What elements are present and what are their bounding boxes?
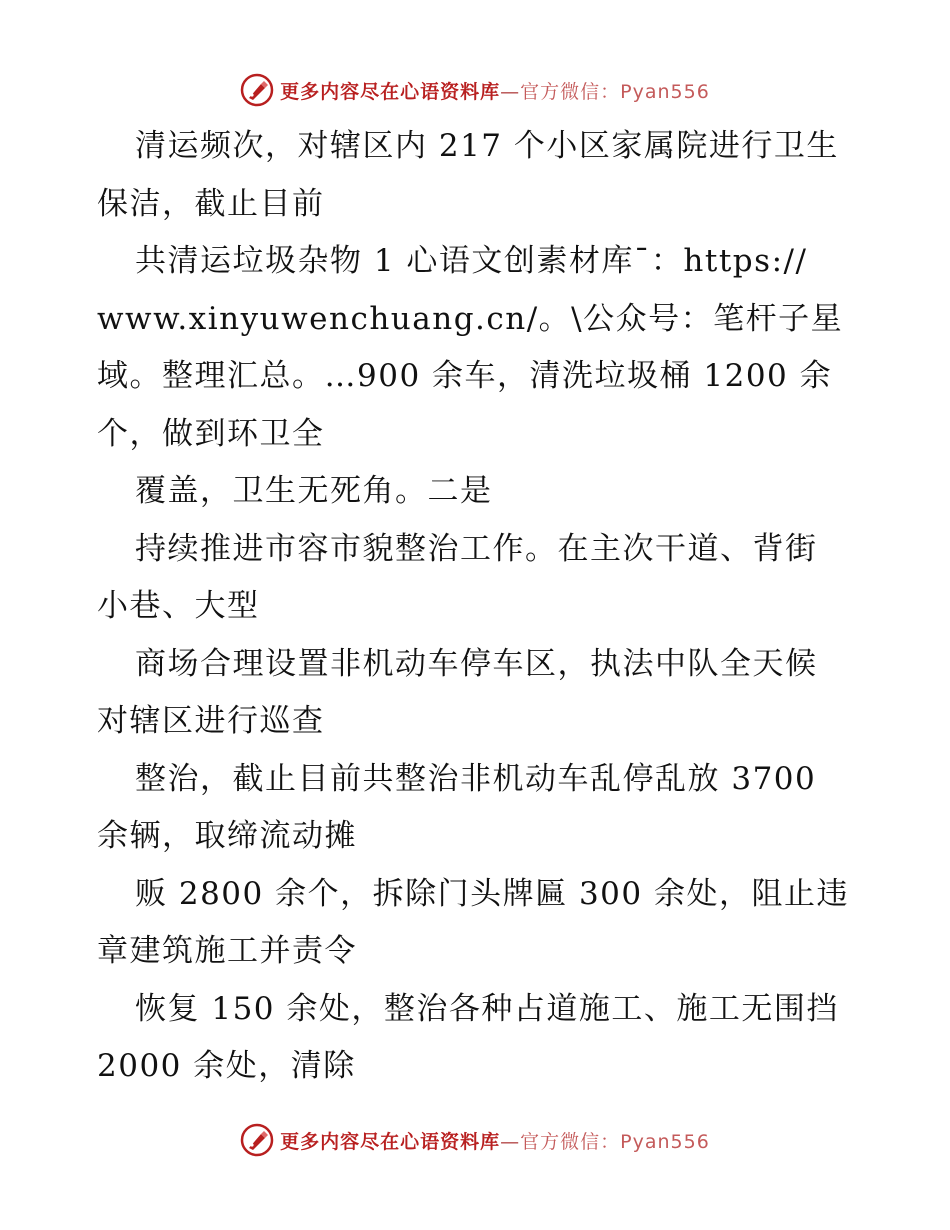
header-banner-text bbox=[280, 77, 710, 104]
paragraph-line: 2000 余处，清除 bbox=[97, 1048, 356, 1084]
paragraph-line: 章建筑施工并责令 bbox=[97, 933, 357, 969]
banner-wechat-text: 官方微信：Pyan556 bbox=[520, 80, 710, 103]
paragraph-line: 余辆，取缔流动摊 bbox=[97, 818, 357, 854]
pen-nib-logo-icon bbox=[240, 73, 274, 107]
banner-dash: — bbox=[500, 1130, 521, 1153]
paragraph-line: 小巷、大型 bbox=[97, 588, 260, 624]
paragraph-line: 清运频次，对辖区内 217 个小区家属院进行卫生 bbox=[135, 128, 839, 164]
banner-lead-text: 更多内容尽在心语资料库 bbox=[280, 80, 501, 103]
paragraph-line: 保洁，截止目前 bbox=[97, 185, 325, 222]
paragraph-line: 商场合理设置非机动车停车区，执法中队全天候 bbox=[135, 645, 818, 682]
paragraph-line: 域。整理汇总。…900 余车，清洗垃圾桶 1200 余 bbox=[97, 358, 833, 394]
footer-banner-text bbox=[280, 1127, 710, 1154]
paragraph-line: 持续推进市容市貌整治工作。在主次干道、背街 bbox=[135, 530, 818, 567]
paragraph-line: www.xinyuwenchuang.cn/。\公众号：笔杆子星 bbox=[97, 300, 844, 337]
banner-lead-text: 更多内容尽在心语资料库 bbox=[280, 1130, 501, 1153]
header-banner bbox=[0, 70, 950, 110]
paragraph-line: 覆盖，卫生无死角。二是 bbox=[135, 473, 493, 509]
footer-banner bbox=[0, 1120, 950, 1160]
body-text bbox=[97, 118, 857, 1096]
banner-wechat-text: 官方微信：Pyan556 bbox=[520, 1130, 710, 1153]
paragraph-line: 个，做到环卫全 bbox=[97, 415, 325, 452]
pen-nib-logo-icon bbox=[240, 1123, 274, 1157]
banner-dash: — bbox=[500, 80, 521, 103]
paragraph-line: 对辖区进行巡查 bbox=[97, 703, 325, 739]
paragraph-line: 贩 2800 余个，拆除门头牌匾 300 余处，阻止违 bbox=[135, 875, 849, 912]
paragraph-line: 整治，截止目前共整治非机动车乱停乱放 3700 bbox=[135, 760, 817, 797]
paragraph-line: 共清运垃圾杂物 1 心语文创素材库¯：https:// bbox=[135, 243, 808, 279]
paragraph-line: 恢复 150 余处，整治各种占道施工、施工无围挡 bbox=[135, 990, 839, 1027]
